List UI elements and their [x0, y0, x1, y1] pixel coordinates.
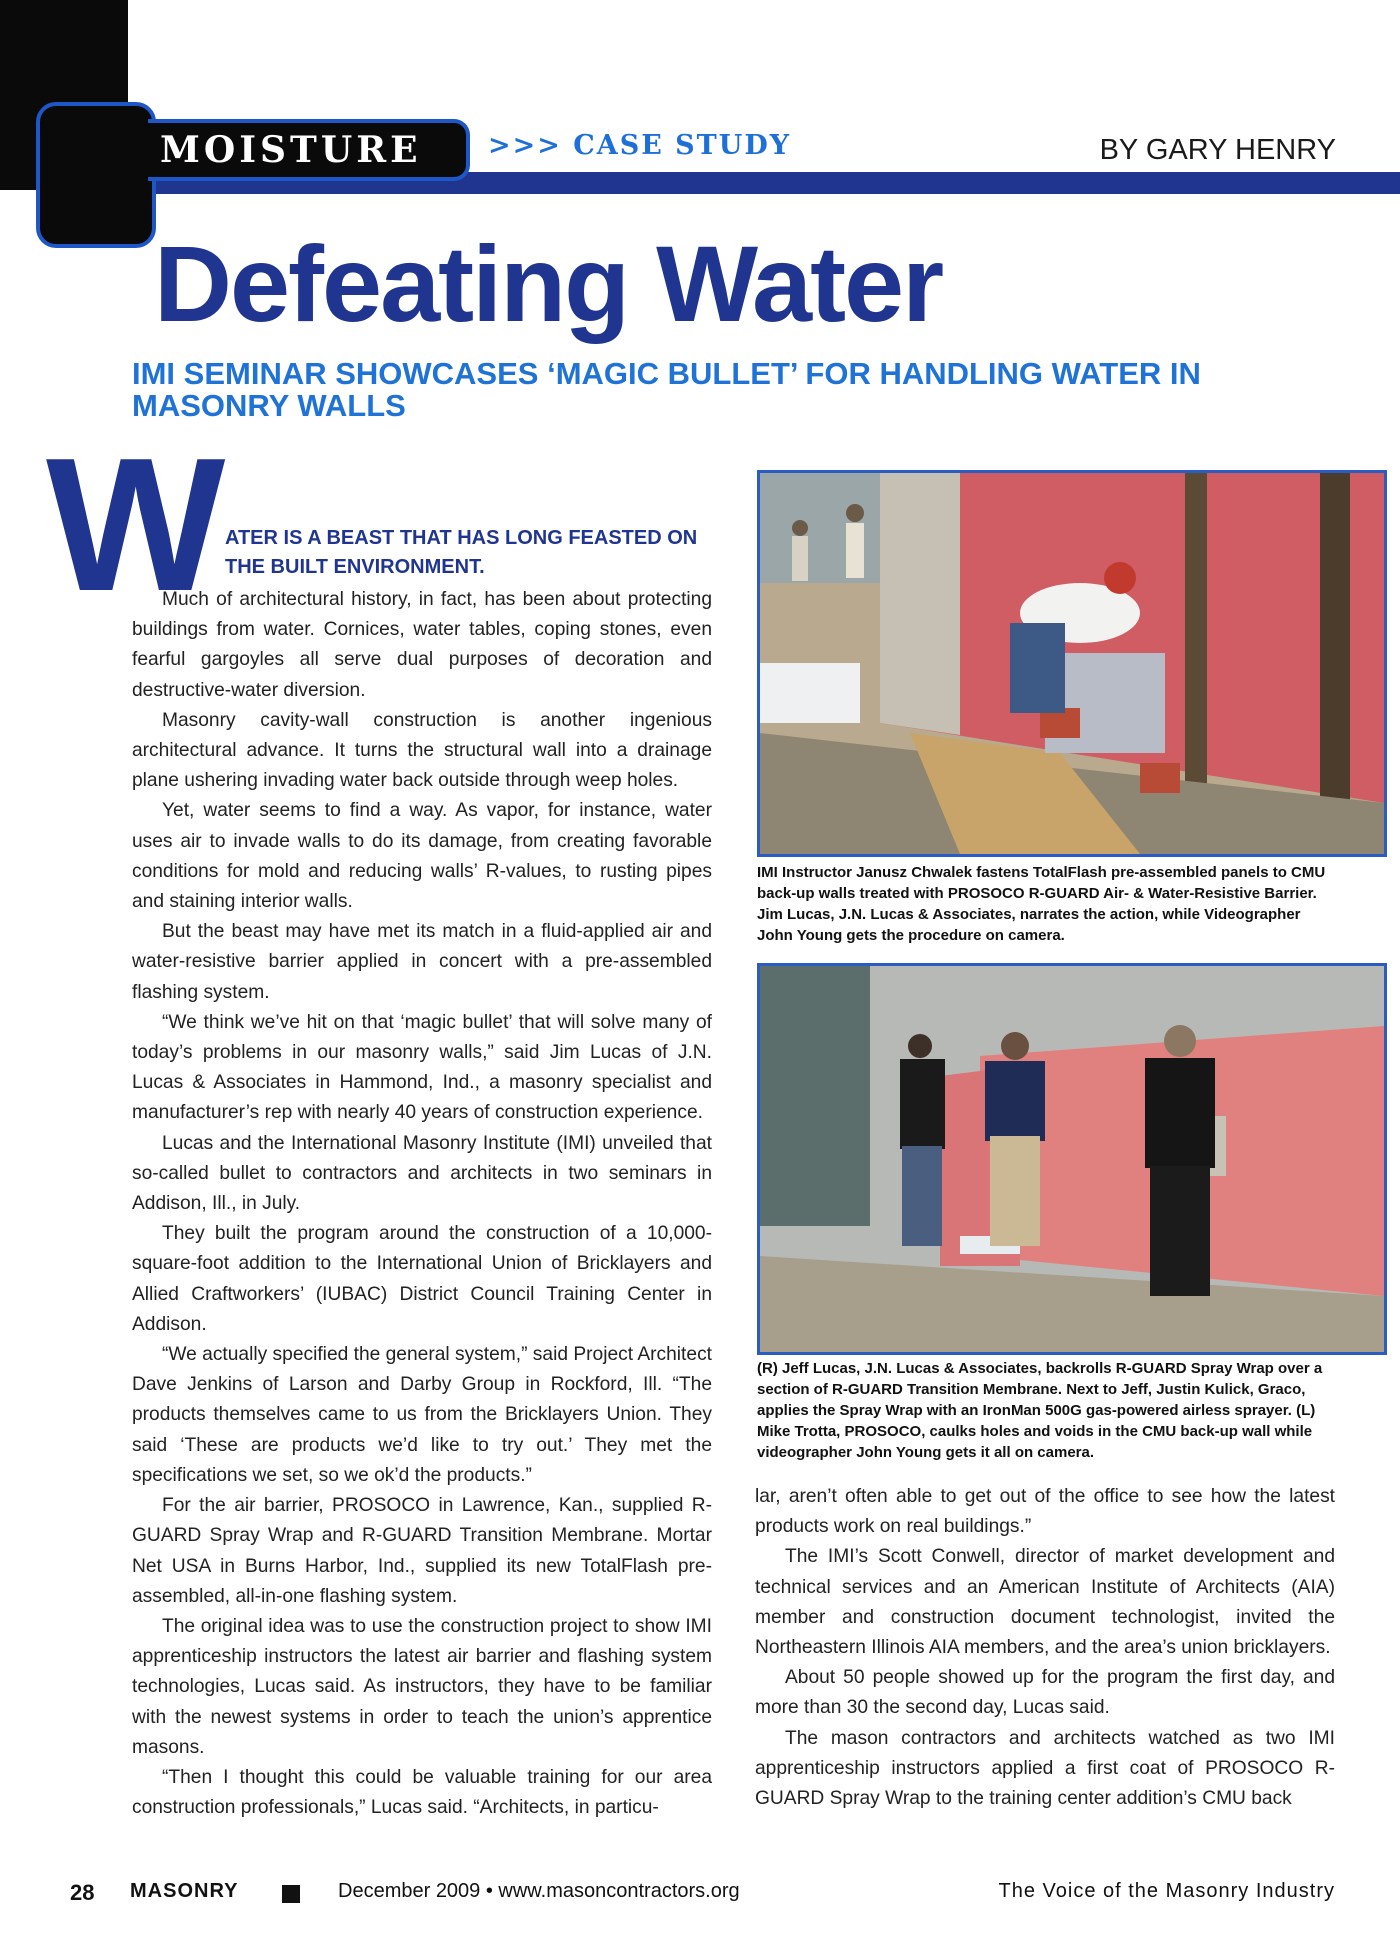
photo-2-illustration: [760, 966, 1384, 1352]
photo-1-caption: IMI Instructor Janusz Chwalek fastens TotalFlash pre-assembled panels to CMU back-up walls treated with PROSOCO R-GUARD Air- & Water-Resistive Barrier. Jim Lucas, J.N. Lucas & Associates, narrates the action, while Videographer John Young gets the procedure on camera.: [757, 864, 1326, 944]
paragraph: About 50 people showed up for the program the first day, and more than 30 the second day, Lucas said.: [755, 1667, 1335, 1719]
paragraph: For the air barrier, PROSOCO in Lawrence, Kan., supplied R-GUARD Spray Wrap and R-GUARD Transition Membrane. Mortar Net USA in Burns Harbor, Ind., supplied its new TotalFlash pre-assembled, all-in-one flashing system.: [132, 1495, 712, 1607]
magazine-name: MASONRY: [130, 1880, 239, 1902]
paragraph: Lucas and the International Masonry Institute (IMI) unveiled that so-called bullet to contractors and architects in two seminars in Addison, Ill., in July.: [132, 1132, 712, 1215]
article-title: Defeating Water: [154, 223, 943, 344]
paragraph: Much of architectural history, in fact, has been about protecting buildings from water. Cornices, water tables, coping stones, even fearful gargoyles all serve dual purposes of decoration and destructive-water diversion.: [132, 589, 712, 701]
photo-1-illustration: [760, 473, 1384, 854]
photo-spray-wrap-application: [757, 963, 1387, 1355]
paragraph: The original idea was to use the construction project to show IMI apprenticeship instructors the latest air barrier and flashing system technologies, Lucas said. As instructors, they have to be familiar with the newest systems in order to teach the union’s apprentice masons.: [132, 1615, 712, 1758]
photo-flashing-installation: [757, 470, 1387, 857]
paragraph: “We actually specified the general system,” said Project Architect Dave Jenkins of Larson and Darby Group in Rockford, Ill. “The products themselves came to us from the Bricklayers Union. They said ‘These are products we’d like to try out.’ They met the specifications we set, so we ok’d the products.”: [132, 1344, 712, 1486]
paragraph: The IMI’s Scott Conwell, director of market development and technical services and an American Institute of Architects (AIA) member and construction document technologist, invited the Northeastern Illinois AIA members, and the area’s union bricklayers.: [755, 1546, 1335, 1659]
right-column: [755, 1482, 1335, 1814]
section-box: [36, 102, 156, 248]
subsection-label: >>> CASE STUDY: [488, 130, 792, 161]
paragraph: Yet, water seems to find a way. As vapor, for instance, water uses air to invade walls to do its damage, from creating favorable conditions for mold and reducing walls’ R-values, to rusting pipes and staining interior walls.: [132, 800, 712, 913]
byline: BY GARY HENRY: [1099, 134, 1336, 166]
lead-text: ATER IS A BEAST THAT HAS LONG FEASTED ON THE BUILT ENVIRONMENT.: [225, 527, 698, 578]
page-number: 28: [70, 1880, 95, 1905]
page-footer: [70, 1880, 1335, 1910]
drop-cap: W: [46, 419, 226, 631]
square-bullet-icon: [282, 1885, 300, 1903]
paragraph: “We think we’ve hit on that ‘magic bullet’ that will solve many of today’s problems in our masonry walls,” said Jim Lucas of J.N. Lucas & Associates in Hammond, Ind., a masonry specialist and manufacturer’s rep with nearly 40 years of construction experience.: [132, 1011, 712, 1124]
left-column: [132, 585, 712, 1823]
issue-info: December 2009 • www.masoncontractors.org: [338, 1880, 740, 1902]
section-label: MOISTURE: [148, 119, 470, 181]
photo-2-caption: (R) Jeff Lucas, J.N. Lucas & Associates, backrolls R-GUARD Spray Wrap over a section of R-GUARD Transition Membrane. Next to Jeff, Justin Kulick, Graco, applies the Spray Wrap with an IronMan 500G gas-powered airless sprayer. (L) Mike Trotta, PROSOCO, caulks holes and voids in the CMU back-up wall while videographer John Young gets it all on camera.: [757, 1360, 1323, 1461]
paragraph: lar, aren’t often able to get out of the office to see how the latest products work on real buildings.”: [755, 1486, 1335, 1538]
magazine-tagline: The Voice of the Masonry Industry: [998, 1880, 1335, 1902]
paragraph: They built the program around the construction of a 10,000-square-foot addition to the International Union of Bricklayers and Allied Craftworkers’ (IUBAC) District Council Training Center in Addison.: [132, 1223, 712, 1335]
paragraph: Masonry cavity-wall construction is another ingenious architectural advance. It turns the structural wall into a drainage plane ushering invading water back outside through weep holes.: [132, 709, 712, 792]
paragraph: But the beast may have met its match in a fluid-applied air and water-resistive barrier applied in concert with a pre-assembled flashing system.: [132, 921, 712, 1003]
paragraph: The mason contractors and architects watched as two IMI apprenticeship instructors applied a first coat of PROSOCO R-GUARD Spray Wrap to the training center addition’s CMU back: [755, 1727, 1335, 1810]
article-subtitle: IMI SEMINAR SHOWCASES ‘MAGIC BULLET’ FOR HANDLING WATER IN MASONRY WALLS: [132, 356, 1201, 423]
paragraph: “Then I thought this could be valuable training for our area construction professionals,” Lucas said. “Architects, in particu-: [132, 1766, 712, 1819]
